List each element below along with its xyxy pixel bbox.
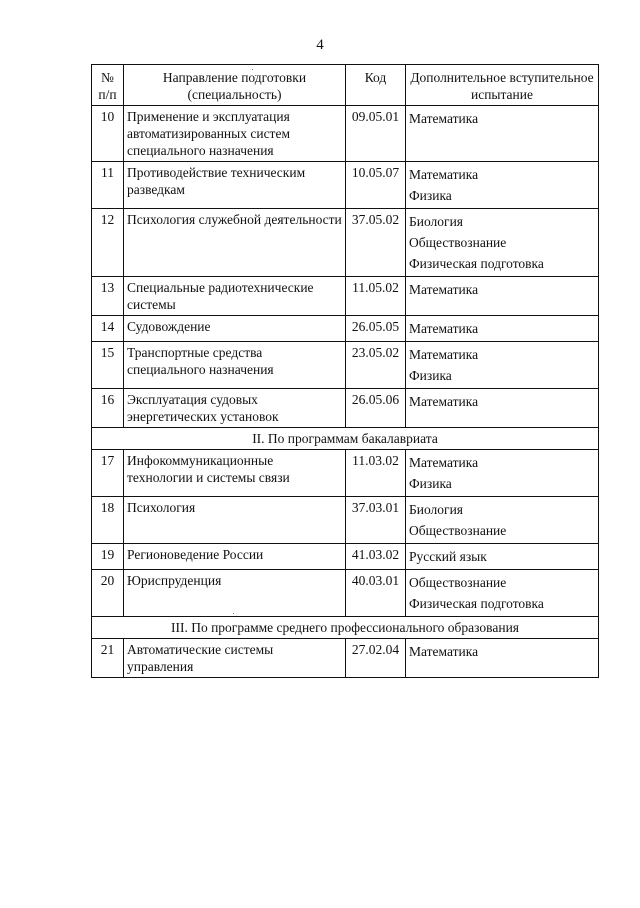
table-row	[92, 209, 599, 277]
row-code: 40.03.01	[346, 570, 406, 617]
table-row	[92, 389, 599, 428]
row-exams	[406, 277, 599, 316]
row-exams	[406, 162, 599, 209]
exam-item: Русский язык	[409, 549, 487, 564]
exam-item: Математика	[409, 455, 479, 470]
row-number: 10	[92, 106, 124, 162]
exam-item: Математика	[409, 282, 479, 297]
table-row	[92, 342, 599, 389]
row-code: 26.05.06	[346, 389, 406, 428]
row-number: 12	[92, 209, 124, 277]
row-direction: Транспортные средства специального назначения	[124, 342, 346, 389]
row-number: 18	[92, 497, 124, 544]
section-title: II. По программам бакалавриата	[92, 428, 599, 450]
exam-item: Физическая подготовка	[409, 596, 544, 611]
row-number: 11	[92, 162, 124, 209]
table-row	[92, 544, 599, 570]
row-direction: Инфокоммуникационные технологии и системы связи	[124, 450, 346, 497]
table-row	[92, 162, 599, 209]
row-number: 17	[92, 450, 124, 497]
row-direction: Противодействие техническим разведкам	[124, 162, 346, 209]
row-code: 23.05.02	[346, 342, 406, 389]
row-direction: Автоматические системы управления	[124, 639, 346, 678]
exam-item: Обществознание	[409, 575, 507, 590]
row-code: 09.05.01	[346, 106, 406, 162]
row-direction: Специальные радиотехнические системы	[124, 277, 346, 316]
exam-item: Биология	[409, 214, 464, 229]
row-code: 26.05.05	[346, 316, 406, 342]
table-row	[92, 316, 599, 342]
header-code: Код	[346, 65, 406, 106]
exam-item: Математика	[409, 347, 479, 362]
row-exams	[406, 209, 599, 277]
row-number: 20	[92, 570, 124, 617]
exam-item: Математика	[409, 321, 479, 336]
section-row	[92, 428, 599, 450]
row-code: 37.03.01	[346, 497, 406, 544]
table-header-row	[92, 65, 599, 106]
exam-item: Физика	[409, 188, 452, 203]
row-exams	[406, 316, 599, 342]
table-row	[92, 450, 599, 497]
section-title: III. По программе среднего профессионального образования	[92, 617, 599, 639]
row-direction: Эксплуатация судовых энергетических установок	[124, 389, 346, 428]
row-code: 10.05.07	[346, 162, 406, 209]
row-exams	[406, 106, 599, 162]
row-direction: Применение и эксплуатация автоматизированных систем специального назначения	[124, 106, 346, 162]
page-number: 4	[316, 37, 324, 53]
row-exams	[406, 497, 599, 544]
row-direction: Юриспруденция	[124, 570, 346, 617]
exam-item: Биология	[409, 502, 464, 517]
row-code: 37.05.02	[346, 209, 406, 277]
row-code: 11.05.02	[346, 277, 406, 316]
exam-item: Математика	[409, 111, 479, 126]
row-number: 14	[92, 316, 124, 342]
table-row	[92, 497, 599, 544]
row-code: 27.02.04	[346, 639, 406, 678]
row-exams	[406, 389, 599, 428]
programs-table	[91, 64, 599, 678]
row-exams	[406, 342, 599, 389]
row-direction: Регионоведение России	[124, 544, 346, 570]
exam-item: Обществознание	[409, 235, 507, 250]
table-row	[92, 106, 599, 162]
row-exams	[406, 450, 599, 497]
row-exams	[406, 544, 599, 570]
header-num: № п/п	[92, 65, 124, 106]
row-number: 19	[92, 544, 124, 570]
row-exams	[406, 570, 599, 617]
row-direction: Психология служебной деятельности	[124, 209, 346, 277]
exam-item: Физическая подготовка	[409, 256, 544, 271]
table-row	[92, 570, 599, 617]
row-code: 11.03.02	[346, 450, 406, 497]
exam-item: Математика	[409, 394, 479, 409]
row-number: 13	[92, 277, 124, 316]
exam-item: Обществознание	[409, 523, 507, 538]
row-direction: Судовождение	[124, 316, 346, 342]
exam-item: Физика	[409, 476, 452, 491]
exam-item: Математика	[409, 644, 479, 659]
header-exam: Дополнительное вступительное испытание	[406, 65, 599, 106]
row-number: 21	[92, 639, 124, 678]
row-direction: Психология	[124, 497, 346, 544]
table-body	[92, 106, 599, 678]
row-number: 16	[92, 389, 124, 428]
header-direction: Направление подготовки (специальность)	[124, 65, 346, 106]
row-number: 15	[92, 342, 124, 389]
row-code: 41.03.02	[346, 544, 406, 570]
table-row	[92, 277, 599, 316]
exam-item: Математика	[409, 167, 479, 182]
table-row	[92, 639, 599, 678]
section-row	[92, 617, 599, 639]
row-exams	[406, 639, 599, 678]
exam-item: Физика	[409, 368, 452, 383]
